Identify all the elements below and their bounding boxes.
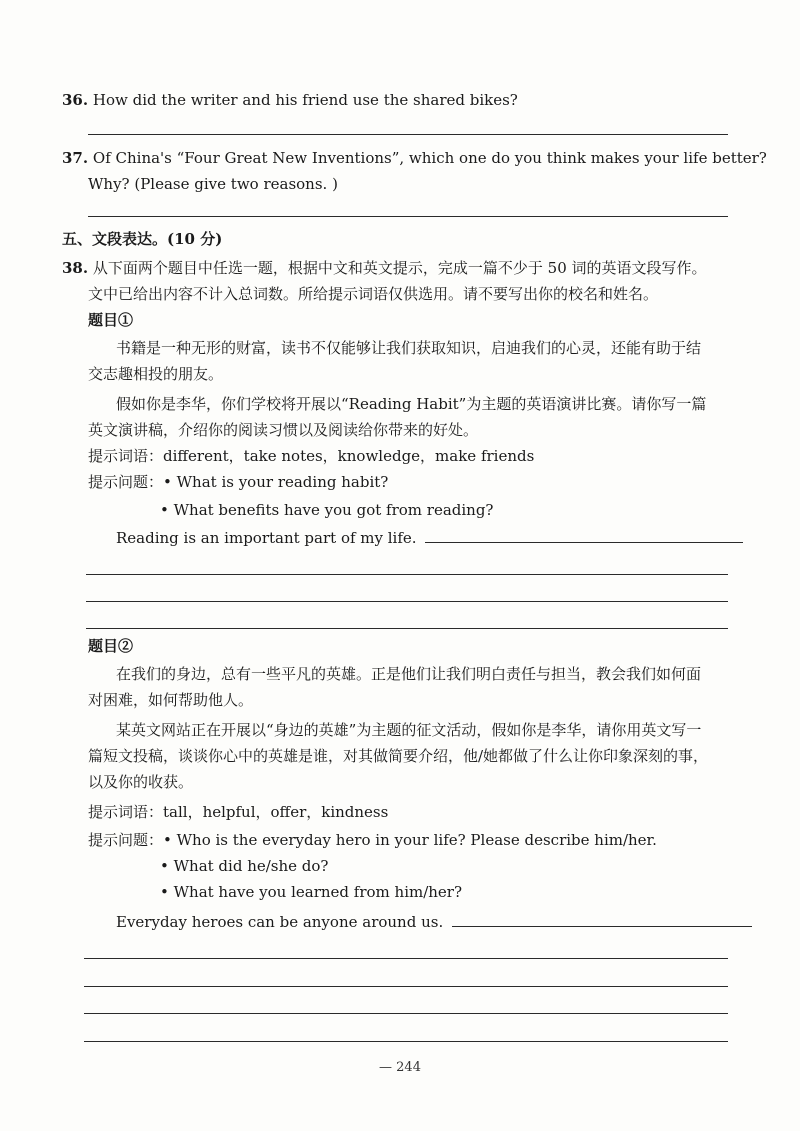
- question-36-number: 36.: [62, 91, 89, 109]
- section-5-title: 五、文段表达。(10 分): [62, 230, 223, 248]
- writing-line[interactable]: [86, 574, 728, 575]
- topic-2-starter-blank[interactable]: [452, 912, 752, 927]
- writing-line[interactable]: [86, 628, 728, 629]
- question-37-line1: [62, 148, 767, 168]
- topic-2-para1-line2: 对困难，如何帮助他人。: [88, 691, 254, 709]
- question-37-line2: Why? (Please give two reasons. ): [88, 175, 338, 193]
- topic-2-hint-words: 提示词语：tall，helpful，offer，kindness: [88, 803, 389, 821]
- question-36: [62, 90, 732, 110]
- topic-2-hint-question-3: • What have you learned from him/her?: [160, 883, 463, 901]
- page-number: — 244: [379, 1060, 421, 1075]
- topic-2-hint-question-2: • What did he/she do?: [160, 857, 329, 875]
- topic-2-hint-question-1: [88, 830, 758, 850]
- answer-line-36[interactable]: [88, 134, 728, 135]
- topic-2-starter-text: Everyday heroes can be anyone around us.: [116, 913, 444, 931]
- topic-1-starter-blank[interactable]: [425, 528, 743, 543]
- topic-1-starter-text: Reading is an important part of my life.: [116, 529, 417, 547]
- topic-2-starter: [116, 912, 786, 932]
- question-38-number: 38.: [62, 259, 89, 277]
- question-37-text: Of China's “Four Great New Inventions”, which one do you think makes your life better?: [92, 149, 767, 167]
- topic-2-para2-line1: 某英文网站正在开展以“身边的英雄”为主题的征文活动，假如你是李华，请你用英文写一: [116, 721, 702, 739]
- topic-1-starter: [116, 528, 786, 548]
- topic-1-hint-question-1: [88, 472, 758, 492]
- topic-1-hint-label: 提示问题：: [88, 473, 164, 491]
- topic-2-para2-line3: 以及你的收获。: [88, 773, 194, 791]
- topic-2-para1-line1: 在我们的身边，总有一些平凡的英雄。正是他们让我们明白责任与担当，教会我们如何面: [116, 665, 702, 683]
- topic-1-para2-line1: 假如你是李华，你们学校将开展以“Reading Habit”为主题的英语演讲比赛。请你写一篇: [116, 395, 707, 413]
- topic-1-para1-line2: 交志趣相投的朋友。: [88, 365, 224, 383]
- topic-2-para2-line2: 篇短文投稿，谈谈你心中的英雄是谁，对其做简要介绍，他/她都做了什么让你印象深刻的事，: [88, 747, 709, 765]
- writing-line[interactable]: [84, 986, 728, 987]
- question-38-line1: [62, 258, 732, 278]
- writing-line[interactable]: [86, 601, 728, 602]
- writing-line[interactable]: [84, 1013, 728, 1014]
- topic-1-hint-question-2: • What benefits have you got from reading?: [160, 501, 494, 519]
- question-36-text: How did the writer and his friend use the shared bikes?: [92, 91, 518, 109]
- topic-2-hint-label: 提示问题：: [88, 831, 164, 849]
- question-38-text: 从下面两个题目中任选一题，根据中文和英文提示，完成一篇不少于 50 词的英语文段写作。: [92, 259, 707, 277]
- topic-1-hint-words: 提示词语：different，take notes，knowledge，make friends: [88, 447, 535, 465]
- topic-1-title: 题目①: [88, 311, 134, 329]
- topic-1-para1-line1: 书籍是一种无形的财富，读书不仅能够让我们获取知识，启迪我们的心灵，还能有助于结: [116, 339, 702, 357]
- topic-2-title: 题目②: [88, 637, 134, 655]
- topic-2-hint-q1: • Who is the everyday hero in your life? Please describe him/her.: [163, 831, 657, 849]
- writing-line[interactable]: [84, 958, 728, 959]
- question-38-line2: 文中已给出内容不计入总词数。所给提示词语仅供选用。请不要写出你的校名和姓名。: [88, 285, 659, 303]
- question-37-number: 37.: [62, 149, 89, 167]
- writing-line[interactable]: [84, 1041, 728, 1042]
- answer-line-37[interactable]: [88, 216, 728, 217]
- topic-1-para2-line2: 英文演讲稿，介绍你的阅读习惯以及阅读给你带来的好处。: [88, 421, 479, 439]
- topic-1-hint-q1: • What is your reading habit?: [163, 473, 389, 491]
